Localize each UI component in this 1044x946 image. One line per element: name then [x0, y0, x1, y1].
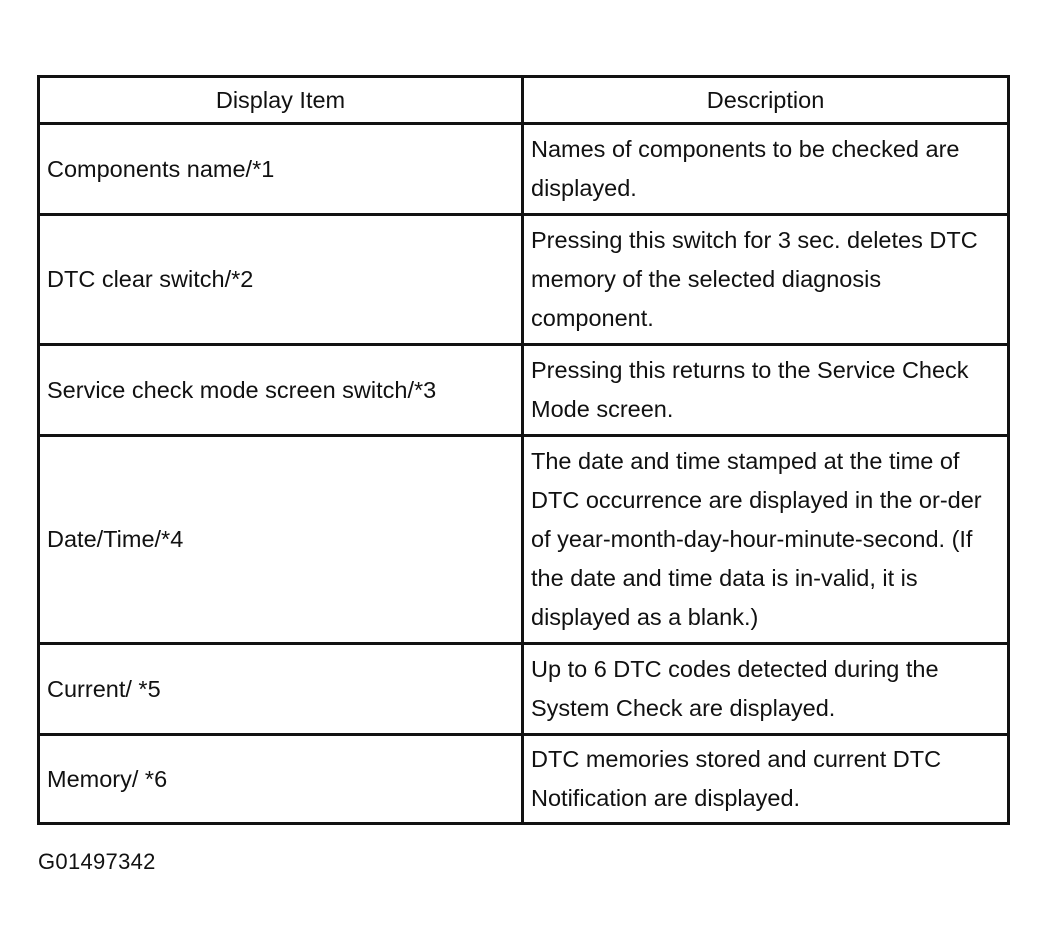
description-cell: Pressing this switch for 3 sec. deletes DTC memory of the selected diagnosis component.: [523, 215, 1009, 345]
display-item-cell: Current/ *5: [39, 644, 523, 735]
description-cell: Names of components to be checked are displayed.: [523, 124, 1009, 215]
display-item-table: [37, 75, 1010, 825]
description-cell: Pressing this returns to the Service Check Mode screen.: [523, 345, 1009, 436]
table-row: [39, 215, 1009, 345]
table-row: [39, 735, 1009, 824]
description-cell: The date and time stamped at the time of DTC occurrence are displayed in the or-der of year-month-day-hour-minute-second. (If the date and time data is in-valid, it is displayed as a blank.): [523, 436, 1009, 644]
display-item-table-container: [37, 75, 1007, 825]
description-cell: DTC memories stored and current DTC Notification are displayed.: [523, 735, 1009, 824]
display-item-cell: Service check mode screen switch/*3: [39, 345, 523, 436]
description-cell: Up to 6 DTC codes detected during the System Check are displayed.: [523, 644, 1009, 735]
table-header-row: [39, 77, 1009, 124]
table-row: [39, 345, 1009, 436]
display-item-cell: Components name/*1: [39, 124, 523, 215]
header-display-item: Display Item: [39, 77, 523, 124]
display-item-cell: DTC clear switch/*2: [39, 215, 523, 345]
display-item-cell: Date/Time/*4: [39, 436, 523, 644]
header-description: Description: [523, 77, 1009, 124]
figure-id: G01497342: [38, 849, 156, 874]
table-row: [39, 436, 1009, 644]
table-row: [39, 124, 1009, 215]
display-item-cell: Memory/ *6: [39, 735, 523, 824]
table-row: [39, 644, 1009, 735]
